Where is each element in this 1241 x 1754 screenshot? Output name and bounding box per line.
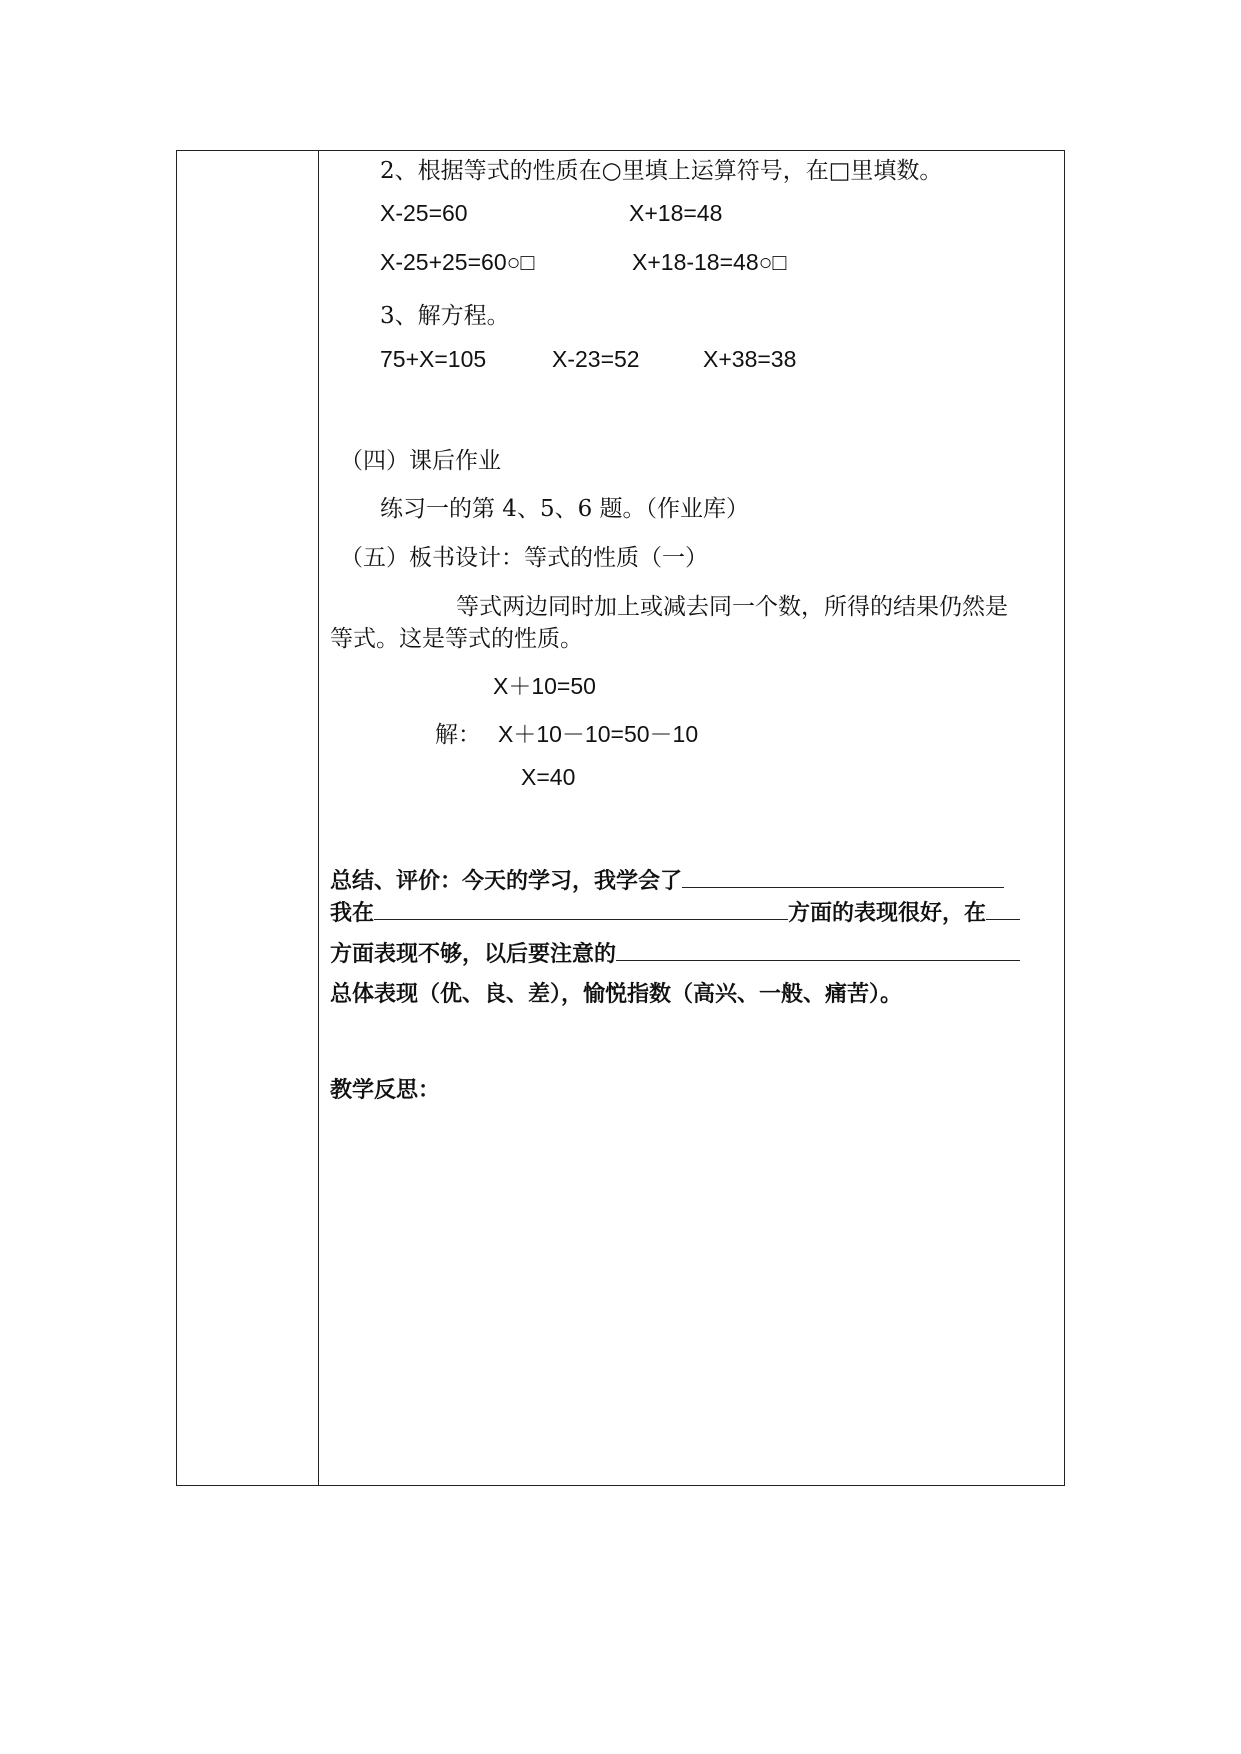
exercise2-equation-3: X-25+25=60○□ (380, 249, 535, 275)
summary-line-1 (330, 864, 1004, 895)
exercise2-equation-2: X+18=48 (629, 200, 723, 226)
board-design-paragraph-line-2: 等式。这是等式的性质。 (330, 626, 583, 652)
board-design-paragraph-line-1: 等式两边同时加上或减去同一个数，所得的结果仍然是 (456, 594, 1008, 620)
summary-line-2 (330, 896, 1020, 927)
exercise3-equation-3: X+38=38 (703, 346, 797, 372)
exercise2-equation-1: X-25=60 (380, 200, 468, 226)
exercise3-heading: 3、解方程。 (380, 303, 510, 329)
summary-learned-label: 总结、评价：今天的学习，我学会了 (330, 869, 683, 894)
board-design-step-equation: X＋10－10=50－10 (498, 721, 699, 747)
homework-heading: （四）课后作业 (340, 448, 501, 474)
summary-weak-label: 方面表现不够，以后要注意的 (330, 942, 617, 967)
summary-good-blank[interactable] (374, 899, 788, 920)
table-column-divider (318, 150, 319, 1486)
board-design-given-equation: X＋10=50 (493, 673, 596, 699)
board-design-heading: （五）板书设计：等式的性质（一） (340, 545, 708, 571)
exercise3-equation-2: X-23=52 (552, 346, 640, 372)
teaching-reflection-label: 教学反思： (330, 1078, 441, 1103)
exercise2-equation-4: X+18-18=48○□ (632, 249, 787, 275)
board-design-solve-label: 解： (435, 722, 481, 748)
summary-line-3 (330, 937, 1020, 968)
exercise3-equation-1: 75+X=105 (380, 346, 487, 372)
summary-good-prefix: 我在 (330, 901, 375, 926)
summary-weak-blank-start[interactable] (986, 899, 1020, 920)
summary-good-label: 方面的表现很好，在 (788, 901, 987, 926)
board-design-result-equation: X=40 (521, 764, 576, 790)
summary-overall: 总体表现（优、良、差），愉悦指数（高兴、一般、痛苦）。 (330, 982, 903, 1007)
homework-text: 练习一的第 4、5、6 题。（作业库） (380, 496, 750, 522)
summary-learned-blank[interactable] (682, 867, 1004, 888)
exercise2-heading: 2、根据等式的性质在○里填上运算符号，在□里填数。 (380, 158, 943, 184)
summary-attention-blank[interactable] (616, 940, 1020, 961)
